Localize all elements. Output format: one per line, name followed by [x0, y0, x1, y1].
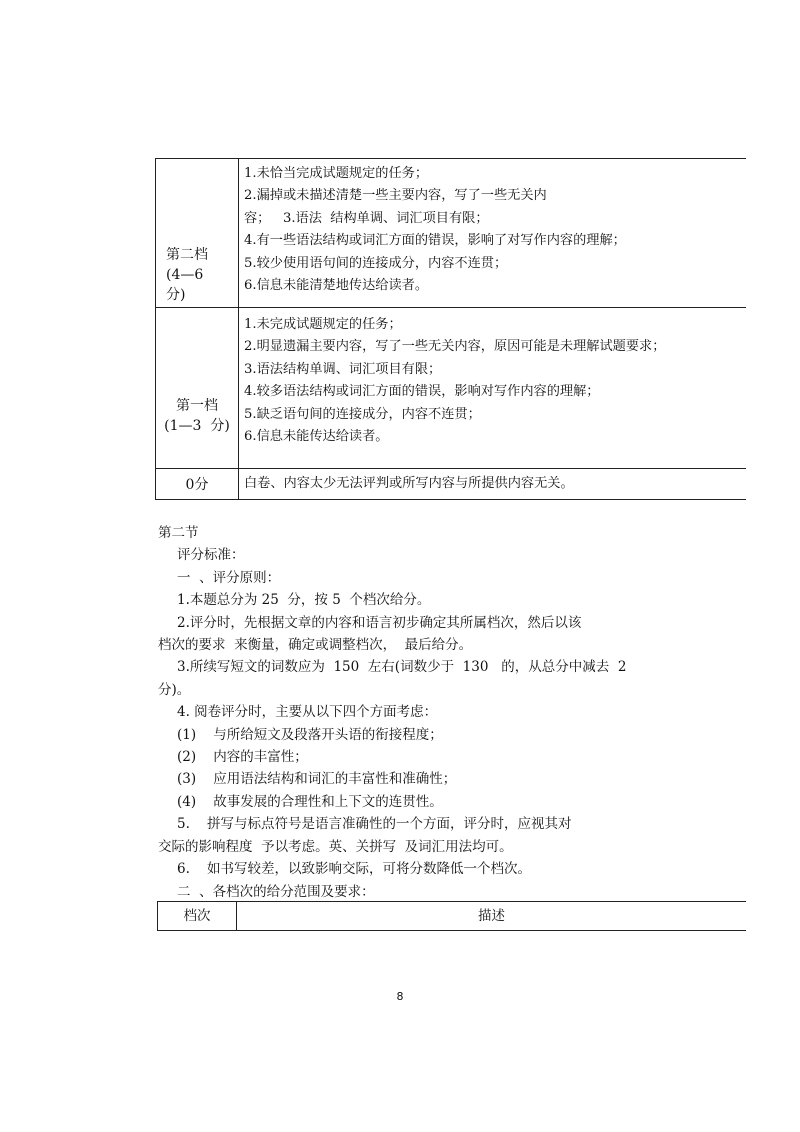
section-line: 一 、评分原则： [177, 569, 281, 586]
grade-label-cell [156, 469, 239, 499]
criterion-line: 1.未恰当完成试题规定的任务； [244, 166, 429, 181]
rubric-row-grade-0 [156, 469, 746, 500]
section-line: 1.本题总分为 25 分，按 5 个档次给分。 [177, 592, 431, 609]
section-title: 第二节 [158, 525, 199, 541]
criterion-line: 白卷、内容太少无法评判或所写内容与所提供内容无关。 [244, 476, 574, 491]
grade-description-cell [239, 308, 746, 468]
section-line: 分)。 [158, 681, 191, 698]
criterion-line: 容； 3.语法 结构单调、词汇项目有限； [244, 210, 489, 226]
criterion-line: 4.有一些语法结构或词汇方面的错误，影响了对写作内容的理解； [244, 233, 626, 249]
grade-label-cell [156, 159, 239, 307]
section-line: 评分标准： [177, 547, 245, 564]
header-description: 描述 [478, 908, 505, 924]
grade-label-line: 0分 [185, 477, 209, 493]
section-line: 档次的要求 来衡量，确定或调整档次， 最后给分。 [158, 637, 473, 654]
criterion-line: 6.信息未能清楚地传达给读者。 [244, 278, 429, 294]
criterion-line: 5.较少使用语句间的连接成分，内容不连贯； [244, 255, 508, 271]
section-line: 3.所续写短文的词数应为 150 左右(词数少于 130 的，从总分中减去 2 [177, 659, 627, 676]
section-line: 5. 拼写与标点符号是语言准确性的一个方面，评分时，应视其对 [177, 816, 572, 833]
rubric-row-grade-2 [156, 159, 746, 308]
section-line: (4) 故事发展的合理性和上下文的连贯性。 [177, 793, 443, 810]
section-line: 二 、各档次的给分范围及要求： [177, 883, 375, 900]
criterion-line: 1.未完成试题规定的任务； [244, 317, 402, 332]
grade-label-line: (1—3 分) [164, 418, 230, 434]
criterion-line: 5.缺乏语句间的连接成分，内容不连贯； [244, 406, 481, 422]
section-line: 6. 如书写较差，以致影响交际，可将分数降低一个档次。 [177, 861, 532, 878]
criterion-line: 2.明显遗漏主要内容，写了一些无关内容，原因可能是未理解试题要求； [244, 339, 666, 355]
grade-label-line: 第二档 [166, 247, 208, 263]
criterion-line: 2.漏掉或未描述清楚一些主要内容，写了一些无关内 [244, 188, 547, 204]
grade-description-cell [239, 469, 746, 499]
header-grade: 档次 [158, 902, 237, 930]
section-line: 4. 阅卷评分时，主要从以下四个方面考虑： [177, 704, 438, 721]
section-line: (2) 内容的丰富性； [177, 749, 308, 766]
section-line: 2.评分时，先根据文章的内容和语言初步确定其所属档次，然后以该 [177, 614, 582, 631]
section-line: (1) 与所给短文及段落开头语的衔接程度； [177, 726, 443, 743]
grade-label-cell [156, 308, 239, 468]
criterion-line: 4.较多语法结构或词汇方面的错误，影响对写作内容的理解； [244, 384, 600, 400]
criterion-line: 6.信息未能传达给读者。 [244, 429, 389, 445]
section-line: (3) 应用语法结构和词汇的丰富性和准确性； [177, 771, 457, 788]
rubric-table [155, 158, 746, 500]
grade-label-line: 第一档 [176, 398, 218, 414]
section-line: 交际的影响程度 予以考虑。英、关拼写 及词汇用法均可。 [158, 838, 513, 855]
criterion-line: 3.语法结构单调、词汇项目有限； [244, 361, 442, 377]
grade-label-line: (4—6 [166, 267, 204, 283]
grade-description-cell [239, 159, 746, 307]
rubric-row-grade-1 [156, 308, 746, 469]
section-two [158, 522, 758, 903]
grade-label-line: 分) [166, 287, 186, 303]
grade-range-table-header [157, 901, 746, 931]
page-number: 8 [396, 990, 404, 1003]
